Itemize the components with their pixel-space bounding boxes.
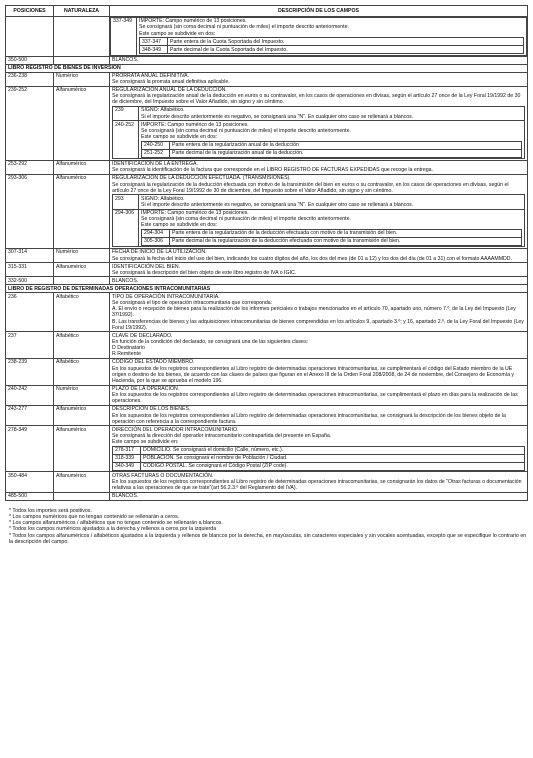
footnote: * Todos los importes será positivos. bbox=[9, 507, 92, 514]
subfield-table: 337-349 IMPORTE: Campo numérico de 13 posiciones. Se consignará (sin coma decimal ni puntuación de miles) el importe descrito anteriormente. Este campo se subdivide en dos: 337-347 Parte entera de la Cuota Soportada del Impuesto. 348-349 Parte decimal de la Cuota Soportada del Impuesto. bbox=[110, 17, 527, 56]
subfield-table: 337-347 Parte entera de la Cuota Soportada del Impuesto. 348-349 Parte decimal de la Cuota Soportada del Impuesto. bbox=[139, 37, 524, 54]
table-row: 236-238 Numérico PRORRATA ANUAL DEFINITIVA. Se consignará la prorrata anual definitiva aplicable. bbox=[6, 72, 528, 86]
table-row: 278-349 Alfanumérico DIRECCIÓN DEL OPERADOR INTRACOMUNITARIO. Se consignará la dirección del operador intracomunitario contrapartida del presente en España. Este campo se subdivide en: 278-317 DOMICILIO. Se consignará el domicilio (Calle, número, etc.). 318-339 POBLACIÓN. Se consignará el nombre de Población / Ciudad. 340-349 CÓDIGO POSTAL. Se consignará el Código Postal (ZIP code). bbox=[6, 426, 528, 472]
header-posiciones: POSICIONES bbox=[6, 6, 54, 17]
footnote: * Los campos alfanuméricos / alfabéticos que no tengan contenido se rellenarán a blancos. bbox=[9, 520, 223, 527]
footnotes bbox=[5, 508, 528, 546]
header-row bbox=[6, 6, 528, 17]
table-row: 237 Alfabético CLAVE DE DECLARADO. En función de la condición del declarado, se consignará una de las siguientes claves: D Destinatario R Remitente bbox=[6, 332, 528, 359]
table-row: 315-331 Alfanumérico IDENTIFICACIÓN DEL BIEN. Se consignará la descripción del bien objeto de este libro registro de IVA o IGIC. bbox=[6, 263, 528, 277]
table-row: 236 Alfabético TIPO DE OPERACIÓN INTRACOMUNITARIA. Se consignará el tipo de operación intracomunitaria que corresponda: A. El envío o recepción de bienes para la realización de los informes periciales o trabajos mencionados en el artículo 70, apartado uno, número 7.º, de la Ley del Impuesto (Ley 37/1992). B. Las transferencias de bienes y las adquisiciones intracomunitarias de bienes comprendidas en los artículos 9, apartado 3.º; y 16, apartado 2.º, de la Ley Foral del Impuesto (Ley Foral 19/1992). bbox=[6, 293, 528, 332]
table-row: 293-306 Alfanumérico REGULARIZACIÓN DE LA DEDUCCIÓN EFECTUADA. (TRANSMISIONES). Se consignará la regularización de la deducción efectuada con motivo de la transmisión del bien en euros o su contravalor, en los casos de operaciones en divisas, según el artículo 27 once de la Ley Foral 19/1992 de 30 de diciembre, del Impuesto sobre el Valor Añadido, sin signo y sin céntimo. 293 SIGNO: Alfabético. Si el importe descrito anteriormente es negativo, se consignará una "N". En cualquier otro caso se rellenará a blancos. 294-306 IMPORTE: Campo numérico de 13 posiciones. Se consignará (sin coma decimal ni puntuación de miles) el importe descrito anteriormente. Este campo se subdivide en dos: 294-304 Parte entera de la regularización de la deducción efectuada con motivo de la transmisión del bien. 305-306 Parte decimal de la regularización de la deducción efectuada con motivo de la transmisión del bien. bbox=[6, 174, 528, 248]
table-row: 485-500 BLANCOS. bbox=[6, 492, 528, 500]
footnote: * Todos los campos numéricos ajustados a la derecha y rellenos a ceros por la izquierda bbox=[9, 526, 217, 533]
table-row: 350-484 Alfanumérico OTRAS FACTURAS O DOCUMENTACIÓN. En los supuestos de los registros correspondientes al Libro registro de determinadas operaciones intracomunitarias, se consignarán los datos de "Otras facturas o documentación relativas a las operaciones de que se trate"(art 56.2.3.º del Reglamento del IVA). bbox=[6, 472, 528, 492]
table-row: 240-242 Numérico PLAZO DE LA OPERACIÓN. En los supuestos de los registros correspondientes al Libro registro de determinadas operaciones intracomunitarias, se cumplimentará el plazo en días para la realización de las operaciones. bbox=[6, 385, 528, 405]
footnote: * Los campos numéricos que no tengan contenido se rellenarán a ceros. bbox=[9, 513, 180, 520]
table-row: 238-239 Alfabético CÓDIGO DEL ESTADO MIEMBRO. En los supuestos de los registros correspondientes al Libro registro de determinadas operaciones intracomunitarias, se cumplimentará el código del Estado miembro de la UE origen o destino de los bienes, de acuerdo con las claves de países que figuran en el Anexo III de la Orden Foral 208/2008, de 24 de noviembre, del Consejero de Economía y Hacienda, por la que se aprueba el modelo 196. bbox=[6, 359, 528, 386]
section-header: LIBRO DE REGISTRO DE DETERMINADAS OPERACIONES INTRACOMUNITARIAS bbox=[6, 285, 528, 293]
header-naturaleza: NATURALEZA bbox=[54, 6, 110, 17]
table-row bbox=[6, 16, 528, 56]
subfield-table: 294-304 Parte entera de la regularización de la deducción efectuada con motivo de la transmisión del bien. 305-306 Parte decimal de la regularización de la deducción efectuada con motivo de la transmisión del bien. bbox=[141, 229, 522, 246]
table-row: 239-252 Alfanumérico REGULARIZACIÓN ANUAL DE LA DEDUCCIÓN. Se consignará la regularización anual de la deducción en euros o su contravalor, en los casos de operaciones en divisas, según el artículo 27 once de la Ley Foral 19/1992 de 30 de diciembre, del Impuesto sobre el Valor Añadido, sin signo y sin céntimo. 239 SIGNO: Alfabético. Si el importe descrito anteriormente es negativo, se consignará una "N". En cualquier otro caso se rellenará a blancos. 240-252 IMPORTE: Campo numérico de 13 posiciones. Se consignará (sin coma decimal ni puntuación de miles) el importe descrito anteriormente. Este campo se subdivide en dos: 240-250 Parte entera de la regularización anual de la deducción 251-252 Parte decimal de la regularización anual de la deducción. bbox=[6, 86, 528, 160]
table-row: 253-292 Alfanumérico IDENTIFICACIÓN DE LA ENTREGA. Se consignará la identificación de la factura que corresponde en el LIBRO REGISTRO DE FACTURAS EXPEDIDAS que recoge la entrega. bbox=[6, 160, 528, 174]
subfield-table: 240-250 Parte entera de la regularización anual de la deducción 251-252 Parte decimal de la regularización anual de la deducción. bbox=[141, 141, 522, 158]
table-row: 243-277 Alfanumérico DESCRIPCIÓN DE LOS BIENES. En los supuestos de los registros correspondientes al Libro registro de determinadas operaciones intracomunitarias, se consignará la descripción de los bienes objeto de la operación con referencia a la correspondiente factura. bbox=[6, 406, 528, 426]
footnote: * Todos los campos alfanuméricos / alfabéticos ajustados a la izquierda y rellenos de blancos por la derecha, en mayúsculas, sin caracteres especiales y sin vocales acentuadas, excepto que se especifique lo contrario en la descripción del campo. bbox=[9, 532, 527, 545]
fields-table bbox=[5, 5, 528, 501]
subfield-table: 293 SIGNO: Alfabético. Si el importe descrito anteriormente es negativo, se consignará una "N". En cualquier otro caso se rellenará a blancos. 294-306 IMPORTE: Campo numérico de 13 posiciones. Se consignará (sin coma decimal ni puntuación de miles) el importe descrito anteriormente. Este campo se subdivide en dos: 294-304 Parte entera de la regularización de la deducción efectuada con motivo de la transmisión del bien. 305-306 Parte decimal de la regularización de la deducción efectuada con motivo de la transmisión del bien. bbox=[112, 194, 525, 247]
subfield-table: 239 SIGNO: Alfabético. Si el importe descrito anteriormente es negativo, se consignará una "N". En cualquier otro caso se rellenará a blancos. 240-252 IMPORTE: Campo numérico de 13 posiciones. Se consignará (sin coma decimal ni puntuación de miles) el importe descrito anteriormente. Este campo se subdivide en dos: 240-250 Parte entera de la regularización anual de la deducción 251-252 Parte decimal de la regularización anual de la deducción. bbox=[112, 106, 525, 159]
table-row: 307-314 Numérico FECHA DE INICIO DE LA UTILIZACIÓN. Se consignará la fecha del inicio del uso del bien, indicando los cuatro dígitos del año, los dos del mes (de 01 a 12) y los dos del día (de 01 a 31) con el formato AAAAMMDD. bbox=[6, 249, 528, 263]
header-descripcion: DESCRIPCIÓN DE LOS CAMPOS bbox=[110, 6, 528, 17]
document bbox=[5, 5, 528, 545]
subfield-table: 278-317 DOMICILIO. Se consignará el domicilio (Calle, número, etc.). 318-339 POBLACIÓN. Se consignará el nombre de Población / Ciudad. 340-349 CÓDIGO POSTAL. Se consignará el Código Postal (ZIP code). bbox=[112, 446, 525, 471]
section-header: LIBRO REGISTRO DE BIENES DE INVERSION bbox=[6, 64, 528, 72]
table-row: 332-500 BLANCOS. bbox=[6, 277, 528, 285]
table-row: 350-500 BLANCOS. bbox=[6, 56, 528, 64]
